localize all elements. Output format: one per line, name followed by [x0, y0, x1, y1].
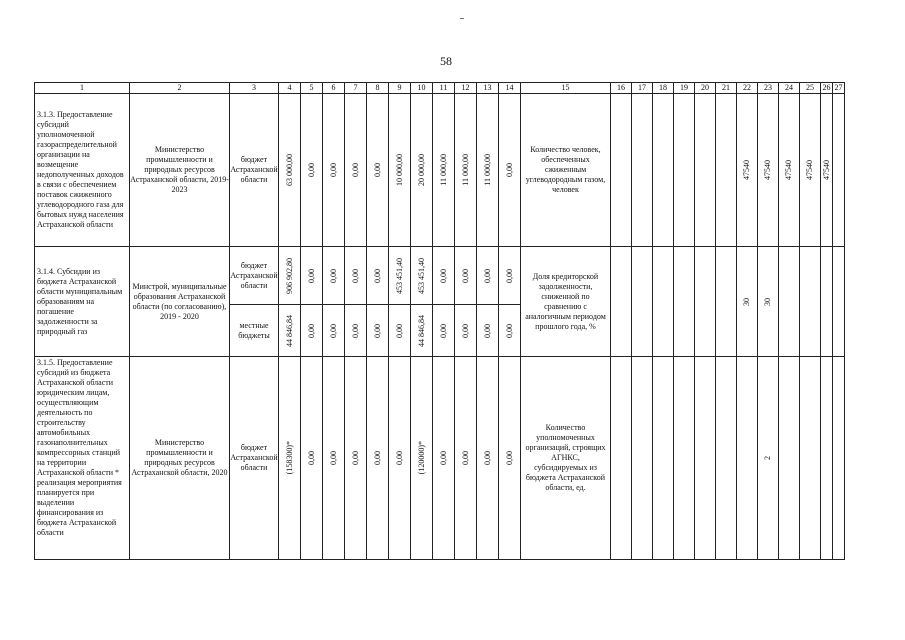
- indicator-cell: Количество человек, обеспеченных сжиженным углеводородным газом, человек: [521, 94, 611, 247]
- header-cell: 20: [695, 83, 716, 94]
- amount-cell: 0,00: [306, 323, 316, 338]
- amount-cell: 0,00: [482, 323, 492, 338]
- header-cell: 12: [455, 83, 477, 94]
- header-cell: 27: [834, 83, 843, 92]
- amount-cell: 0,00: [350, 451, 360, 465]
- amount-cell: 10 000,00: [394, 154, 404, 186]
- amount-cell: 0,00: [438, 323, 448, 338]
- indicator-value: 47540: [742, 160, 751, 180]
- indicator-value: 30: [742, 297, 751, 306]
- amount-cell: 0,00: [372, 451, 382, 465]
- header-cell: 8: [367, 83, 389, 94]
- amount-cell: 0,00: [460, 451, 470, 465]
- executor-cell: Министерство промышленности и природных ресурсов Астраханской области, 2020: [130, 357, 230, 560]
- header-cell: 10: [411, 83, 433, 94]
- table-row: [35, 247, 845, 305]
- amount-cell: 0,00: [394, 323, 404, 338]
- header-cell: 1: [35, 83, 130, 94]
- amount-cell: 0,00: [328, 323, 338, 338]
- page-number: 58: [440, 54, 452, 68]
- amount-cell: 44 846,84: [416, 314, 426, 347]
- amount-total: 906 902,80: [284, 257, 294, 294]
- amount-cell: 0,00: [328, 268, 338, 283]
- indicator-value: 47540: [805, 160, 814, 180]
- indicator-value: 47540: [821, 160, 831, 180]
- amount-cell: 0,00: [372, 268, 382, 283]
- header-cell: 9: [389, 83, 411, 94]
- amount-cell: 0,00: [306, 268, 316, 283]
- header-cell: 18: [653, 83, 674, 94]
- amount-cell: 11 000,00: [438, 154, 448, 186]
- indicator-cell: Количество уполномоченных организаций, строящих АГНКС, субсидируемых из бюджета Астраханской области, ед.: [521, 357, 611, 560]
- header-cell: 21: [716, 83, 737, 94]
- amount-cell: 0,00: [372, 163, 382, 177]
- header-cell: 16: [611, 83, 632, 94]
- indicator-value: 2: [763, 456, 772, 460]
- amount-cell: 453 451,40: [394, 257, 404, 294]
- header-cell: 11: [433, 83, 455, 94]
- measure-cell: 3.1.4. Субсидии из бюджета Астраханской области муниципальным образованиям на погашение задолженности за природный газ: [35, 247, 130, 357]
- amount-cell: 20 000,00: [416, 154, 426, 186]
- program-table: [34, 82, 845, 560]
- header-cell: 13: [477, 83, 499, 94]
- executor-cell: Министерство промышленности и природных ресурсов Астраханской области, 2019-2023: [130, 94, 230, 247]
- amount-cell: 0,00: [438, 268, 448, 283]
- amount-cell: 0,00: [350, 268, 360, 283]
- measure-cell: 3.1.5. Предоставление субсидий из бюджета Астраханской области юридическим лицам, осуществляющим деятельность по строительству автомобильных газонаполнительных компрессорных станций на территории Астраханской области * реализация мероприятия планируется при выделении финансирования из бюджета Астраханской области: [35, 357, 130, 560]
- amount-cell: 0,00: [350, 163, 360, 177]
- header-cell: 6: [323, 83, 345, 94]
- amount-cell: 0,00: [394, 451, 404, 465]
- amount-cell: 0,00: [504, 451, 514, 465]
- header-cell: 4: [279, 83, 301, 94]
- source-cell: местные бюджеты: [230, 305, 279, 357]
- indicator-value: 47540: [763, 160, 772, 180]
- header-cell: 26: [822, 83, 831, 92]
- indicator-value: 30: [763, 297, 772, 306]
- header-cell: 2: [130, 83, 230, 94]
- amount-total: 44 846,84: [284, 314, 294, 347]
- header-cell: 17: [632, 83, 653, 94]
- source-cell: бюджет Астраханской области: [230, 94, 279, 247]
- amount-cell: 0,00: [306, 451, 316, 465]
- header-cell: 3: [230, 83, 279, 94]
- amount-cell: 0,00: [504, 323, 514, 338]
- amount-cell: 0,00: [328, 451, 338, 465]
- amount-cell: 0,00: [460, 323, 470, 338]
- header-cell: 22: [737, 83, 758, 94]
- source-cell: бюджет Астраханской области: [230, 247, 279, 305]
- amount-cell: 0,00: [482, 268, 492, 283]
- scan-mark: [460, 18, 464, 19]
- amount-cell: (120000)*: [416, 441, 426, 475]
- amount-cell: 0,00: [482, 451, 492, 465]
- header-row: [35, 83, 845, 94]
- table-row: [35, 357, 845, 560]
- header-cell: 14: [499, 83, 521, 94]
- header-cell: 7: [345, 83, 367, 94]
- amount-cell: 0,00: [504, 163, 514, 177]
- amount-cell: 0,00: [504, 268, 514, 283]
- header-cell: 19: [674, 83, 695, 94]
- amount-cell: 0,00: [372, 323, 382, 338]
- indicator-cell: Доля кредиторской задолженности, сниженной по сравнению с аналогичным периодом прошлого года, %: [521, 247, 611, 357]
- amount-cell: 11 000,00: [460, 154, 470, 186]
- amount-total: (158300)*: [284, 441, 294, 475]
- header-cell: 24: [779, 83, 800, 94]
- amount-cell: 0,00: [438, 451, 448, 465]
- header-cell: 23: [758, 83, 779, 94]
- measure-cell: 3.1.3. Предоставление субсидий уполномоченной газораспределительной организации на возмещение недополученных доходов в связи с обеспечением поставок сжиженного углеводородного газа для бытовых нужд населения Астраханской области: [35, 94, 130, 247]
- indicator-value: 47540: [784, 160, 793, 180]
- amount-total: 63 000,00: [284, 154, 294, 186]
- amount-cell: 0,00: [328, 163, 338, 177]
- table-row: [35, 94, 845, 247]
- amount-cell: 0,00: [350, 323, 360, 338]
- source-cell: бюджет Астраханской области: [230, 357, 279, 560]
- header-cell: 15: [521, 83, 611, 94]
- amount-cell: 0,00: [460, 268, 470, 283]
- header-cell: 25: [800, 83, 821, 94]
- amount-cell: 11 000,00: [482, 154, 492, 186]
- executor-cell: Минстрой, муниципальные образования Астраханской области (по согласованию), 2019 - 2020: [130, 247, 230, 357]
- amount-cell: 0,00: [306, 163, 316, 177]
- header-cell: 5: [301, 83, 323, 94]
- amount-cell: 453 451,40: [416, 257, 426, 294]
